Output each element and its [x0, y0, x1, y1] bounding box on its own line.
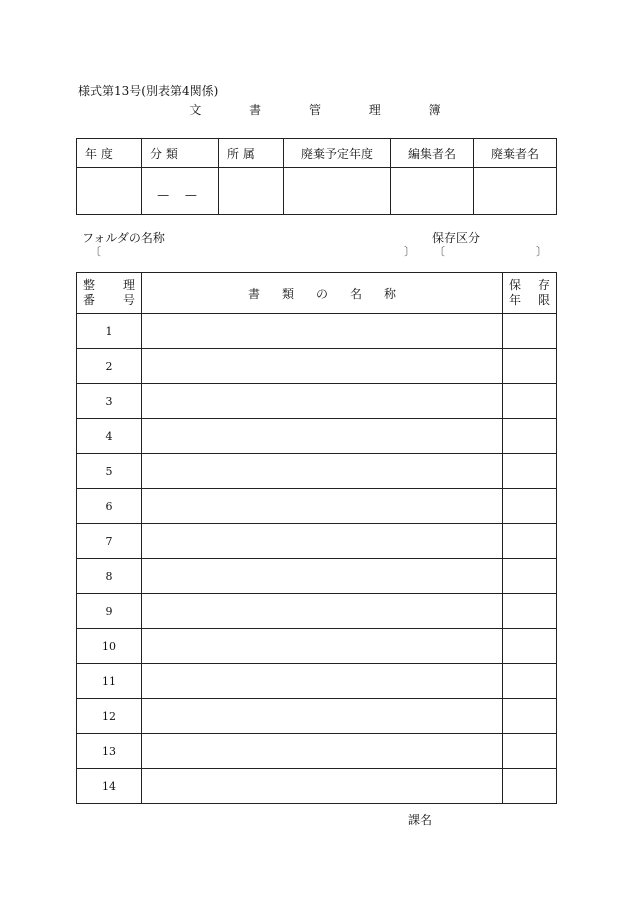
header-editor-name: 編集者名 [391, 139, 474, 168]
row-number: 2 [77, 349, 142, 384]
table-row [77, 454, 557, 489]
value-disposal-year[interactable] [284, 168, 391, 215]
row-number: 7 [77, 524, 142, 559]
table-row [77, 664, 557, 699]
table-row [77, 629, 557, 664]
retention-period-cell[interactable] [503, 419, 557, 454]
table-row [77, 734, 557, 769]
table-row [77, 524, 557, 559]
table-row [77, 594, 557, 629]
retention-period-cell[interactable] [503, 489, 557, 524]
header-category: 分 類 [142, 139, 219, 168]
document-name-cell[interactable] [142, 349, 503, 384]
document-name-cell[interactable] [142, 734, 503, 769]
form-number-label: 様式第13号(別表第4関係) [78, 84, 219, 98]
value-fiscal-year[interactable] [77, 168, 142, 215]
document-name-cell[interactable] [142, 419, 503, 454]
document-name-cell[interactable] [142, 524, 503, 559]
table-row [77, 489, 557, 524]
row-number: 8 [77, 559, 142, 594]
folder-close-bracket: 〕 [404, 245, 415, 258]
retention-close-bracket: 〕 [536, 245, 547, 258]
document-title: 文 書 管 理 簿 [189, 103, 463, 117]
document-name-cell[interactable] [142, 664, 503, 699]
retention-period-cell[interactable] [503, 629, 557, 664]
header-disposer-name: 廃棄者名 [474, 139, 557, 168]
row-number: 12 [77, 699, 142, 734]
row-number: 11 [77, 664, 142, 699]
table-row [77, 559, 557, 594]
table-row [77, 384, 557, 419]
retention-period-cell[interactable] [503, 384, 557, 419]
value-category[interactable]: — — [142, 168, 219, 215]
retention-open-bracket: 〔 [434, 245, 445, 258]
row-number: 13 [77, 734, 142, 769]
retention-period-cell[interactable] [503, 664, 557, 699]
table-row [77, 769, 557, 804]
section-name-label: 課名 [408, 813, 433, 827]
document-name-cell[interactable] [142, 699, 503, 734]
document-name-cell[interactable] [142, 594, 503, 629]
value-department[interactable] [219, 168, 284, 215]
table-row [77, 699, 557, 734]
value-disposer-name[interactable] [474, 168, 557, 215]
document-name-cell[interactable] [142, 489, 503, 524]
folder-open-bracket: 〔 [90, 245, 101, 258]
row-number: 14 [77, 769, 142, 804]
row-number: 5 [77, 454, 142, 489]
retention-period-cell[interactable] [503, 524, 557, 559]
header-department: 所 属 [219, 139, 284, 168]
document-name-cell[interactable] [142, 559, 503, 594]
folder-name-label: フォルダの名称 [82, 231, 165, 245]
column-number-header: 整 理 番 号 [77, 273, 142, 314]
document-name-cell[interactable] [142, 629, 503, 664]
row-number: 3 [77, 384, 142, 419]
header-fiscal-year: 年 度 [77, 139, 142, 168]
column-retention-period-header: 保 存 年 限 [503, 273, 557, 314]
retention-class-label: 保存区分 [432, 231, 481, 245]
document-name-cell[interactable] [142, 769, 503, 804]
row-number: 9 [77, 594, 142, 629]
retention-period-cell[interactable] [503, 769, 557, 804]
retention-period-cell[interactable] [503, 734, 557, 769]
row-number: 6 [77, 489, 142, 524]
row-number: 4 [77, 419, 142, 454]
table-row [77, 419, 557, 454]
retention-period-cell[interactable] [503, 349, 557, 384]
row-number: 10 [77, 629, 142, 664]
document-name-cell[interactable] [142, 314, 503, 349]
document-name-cell[interactable] [142, 384, 503, 419]
value-editor-name[interactable] [391, 168, 474, 215]
retention-period-cell[interactable] [503, 314, 557, 349]
table-row [77, 314, 557, 349]
retention-period-cell[interactable] [503, 699, 557, 734]
table-row [77, 349, 557, 384]
row-number: 1 [77, 314, 142, 349]
retention-period-cell[interactable] [503, 559, 557, 594]
document-name-cell[interactable] [142, 454, 503, 489]
column-document-name-header: 書類の名称 [142, 273, 503, 314]
register-header-table [76, 138, 557, 215]
documents-table [76, 272, 557, 804]
header-disposal-year: 廃棄予定年度 [284, 139, 391, 168]
retention-period-cell[interactable] [503, 454, 557, 489]
retention-period-cell[interactable] [503, 594, 557, 629]
